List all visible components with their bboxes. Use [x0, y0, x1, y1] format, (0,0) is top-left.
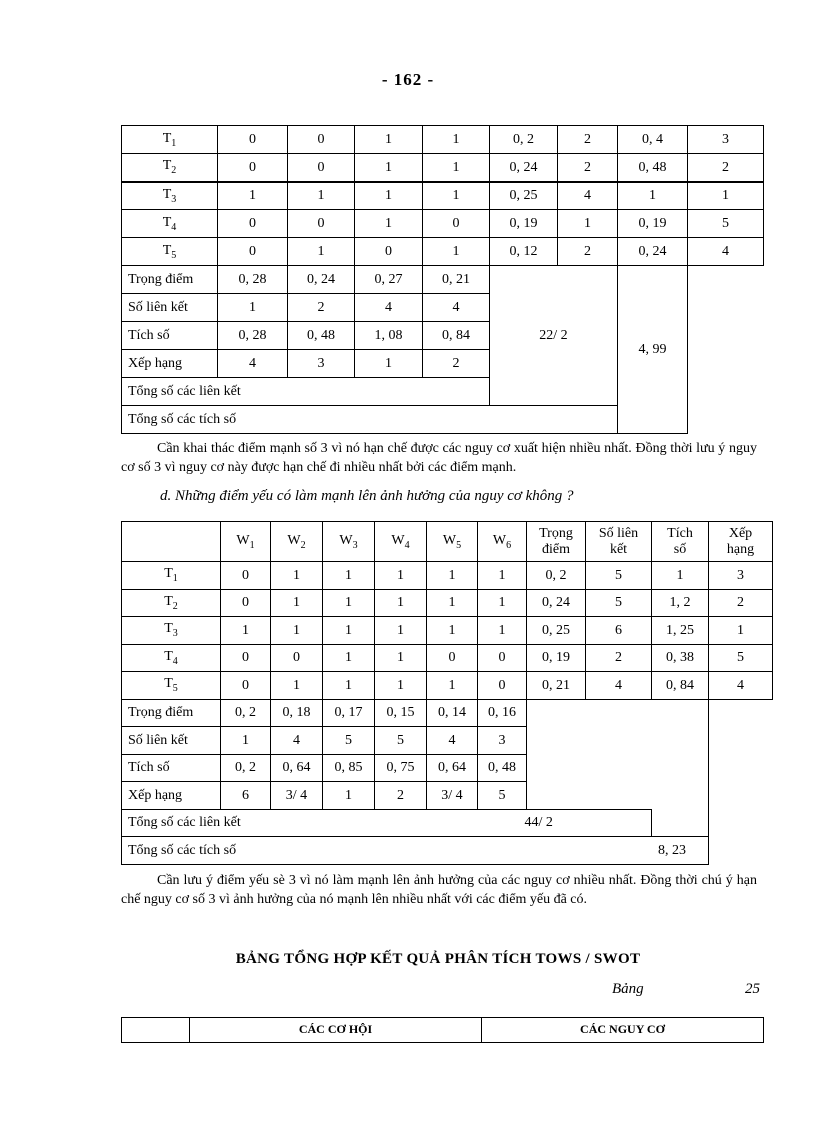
row-label-letter: T: [162, 158, 172, 174]
table-cell: 1: [709, 617, 773, 645]
table-cell: 1: [652, 562, 709, 590]
row-label-subscript: 5: [172, 683, 178, 695]
summary-label-cell: Tích số: [122, 754, 221, 782]
table-cell: 0: [221, 589, 271, 617]
table-cell: 1: [323, 782, 375, 810]
weakness-subscript: 2: [300, 539, 306, 551]
threat-row: [122, 154, 764, 182]
table-cell: 2: [375, 782, 427, 810]
table-cell: 0, 48: [478, 754, 527, 782]
table-cell: 6: [586, 617, 652, 645]
threat-row: [122, 210, 764, 238]
table-cell: 0: [218, 126, 288, 154]
weakness-header-cell: [375, 522, 427, 562]
table-cell: 1: [218, 182, 288, 210]
table-cell: 0, 25: [490, 182, 558, 210]
table-cell: 1: [423, 182, 490, 210]
table-cell: 0, 25: [527, 617, 586, 645]
links-header: [586, 522, 652, 562]
table-cell: 0, 2: [490, 126, 558, 154]
blank-cell: [709, 699, 773, 864]
table-cell: 5: [688, 210, 764, 238]
table-cell: 0, 21: [423, 266, 490, 294]
threat-row: [122, 644, 773, 672]
table-cell: 0, 38: [652, 644, 709, 672]
row-label-letter: T: [164, 566, 173, 582]
product-header-line1: Tích: [667, 526, 693, 542]
links-header-line1: Số liên: [598, 526, 639, 542]
table-cell: 0: [288, 126, 355, 154]
table-cell: 1: [427, 672, 478, 700]
table-cell: 1: [423, 154, 490, 182]
table-cell: 1, 25: [652, 617, 709, 645]
row-label-letter: T: [164, 648, 173, 664]
table-caption: [612, 981, 760, 998]
table-cell: 1: [427, 617, 478, 645]
table-cell: 1: [323, 562, 375, 590]
table-cell: 6: [221, 782, 271, 810]
table-cell: 1: [355, 182, 423, 210]
weakness-letter: W: [236, 532, 250, 548]
table-cell: 0: [221, 644, 271, 672]
tows-header-row: [122, 1018, 764, 1043]
table-cell: 0, 16: [478, 699, 527, 727]
paragraph-strengths-conclusion: Cần khai thác điểm mạnh số 3 vì nó hạn chế được các nguy cơ xuất hiện nhiều nhất. Đồng thời lưu ý nguy cơ số 3 vì nguy cơ này được hạn chế đi nhiều nhất bởi các điểm mạnh.: [121, 441, 757, 475]
threat-label-cell: [122, 617, 221, 645]
threat-label-cell: [122, 644, 221, 672]
table-cell: 0: [218, 210, 288, 238]
threat-row: [122, 589, 773, 617]
table-cell: 1: [688, 182, 764, 210]
total-products-value-cell: 8, 23: [427, 837, 709, 865]
table-cell: 1: [375, 672, 427, 700]
table-cell: 0, 14: [427, 699, 478, 727]
row-label-letter: T: [162, 130, 172, 146]
table-cell: 0, 2: [221, 699, 271, 727]
links-header-line2: kết: [609, 541, 628, 557]
table-cell: 1: [271, 562, 323, 590]
threats-strengths-table: [121, 125, 764, 434]
page-number: - 162 -: [381, 70, 435, 89]
table-cell: 0: [221, 672, 271, 700]
total-links-value-cell: 22/ 2: [490, 266, 618, 406]
row-label-letter: T: [164, 593, 173, 609]
table-cell: 2: [288, 294, 355, 322]
table-cell: 4: [271, 727, 323, 755]
table-cell: 3: [288, 350, 355, 378]
weakness-letter: W: [287, 532, 301, 548]
row-label-subscript: 1: [171, 137, 177, 149]
table-cell: 4: [427, 727, 478, 755]
threat-label-cell: [122, 210, 218, 238]
table-cell: 0, 48: [288, 322, 355, 350]
row-label-subscript: 3: [171, 193, 177, 205]
summary-row: [122, 266, 764, 294]
summary-label-cell: Số liên kết: [122, 294, 218, 322]
weight-header: [527, 522, 586, 562]
table-cell: 0, 27: [355, 266, 423, 294]
table-cell: 0, 28: [218, 266, 288, 294]
threat-label-cell: [122, 154, 218, 182]
table-cell: 2: [558, 238, 618, 266]
table-cell: 1: [423, 126, 490, 154]
table-cell: 0, 75: [375, 754, 427, 782]
product-header: [652, 522, 709, 562]
table-cell: 4: [558, 182, 618, 210]
table-cell: 1, 2: [652, 589, 709, 617]
tows-threats-header: CÁC NGUY CƠ: [482, 1018, 764, 1043]
row-label-subscript: 2: [172, 600, 178, 612]
threat-label-cell: [122, 126, 218, 154]
header-row: [122, 522, 773, 562]
threat-row: [122, 126, 764, 154]
table-cell: 0, 48: [618, 154, 688, 182]
table-cell: 1: [271, 617, 323, 645]
summary-label-cell: Số liên kết: [122, 727, 221, 755]
row-label-letter: T: [164, 676, 173, 692]
table-cell: 5: [478, 782, 527, 810]
row-label-subscript: 2: [171, 165, 177, 177]
table-cell: 3: [709, 562, 773, 590]
weakness-header-cell: [427, 522, 478, 562]
table-cell: 0: [218, 154, 288, 182]
table-cell: 1: [375, 644, 427, 672]
table-cell: 4: [688, 238, 764, 266]
table-caption-word: Bảng: [612, 981, 644, 997]
weakness-subscript: 6: [506, 539, 512, 551]
table-cell: 0: [478, 672, 527, 700]
table-cell: 1: [271, 589, 323, 617]
table-cell: 1: [478, 589, 527, 617]
table-cell: 0, 18: [271, 699, 323, 727]
table-cell: 0: [288, 210, 355, 238]
row-label-letter: T: [162, 242, 172, 258]
table-cell: 1: [427, 562, 478, 590]
table-cell: 0: [427, 644, 478, 672]
table-cell: 5: [323, 727, 375, 755]
table-cell: 1: [288, 238, 355, 266]
row-label-subscript: 4: [171, 221, 177, 233]
table-cell: 1: [478, 617, 527, 645]
table-cell: 1: [323, 672, 375, 700]
table-cell: 0, 24: [490, 154, 558, 182]
tows-opportunities-header: CÁC CƠ HỘI: [190, 1018, 482, 1043]
table-cell: 0: [355, 238, 423, 266]
weakness-letter: W: [442, 532, 457, 548]
table-cell: 0: [271, 644, 323, 672]
table-cell: 0, 19: [618, 210, 688, 238]
table-cell: 2: [688, 154, 764, 182]
rank-header-line1: Xếp: [728, 526, 753, 542]
summary-label-cell: Tích số: [122, 322, 218, 350]
tows-corner-cell: [122, 1018, 190, 1043]
rank-header: [709, 522, 773, 562]
threat-row: [122, 182, 764, 210]
threat-row: [122, 672, 773, 700]
table-cell: 0: [478, 644, 527, 672]
total-products-label: Tổng số các tích số: [122, 406, 618, 434]
table-cell: 2: [423, 350, 490, 378]
table-cell: 4: [355, 294, 423, 322]
weakness-letter: W: [339, 532, 353, 548]
row-label-subscript: 4: [172, 655, 178, 667]
blank-cell: [688, 266, 764, 434]
weight-header-line1: Trọng: [539, 526, 573, 542]
table-cell: 0: [221, 562, 271, 590]
table-cell: 1: [375, 589, 427, 617]
table-cell: 4: [423, 294, 490, 322]
table-cell: 1: [558, 210, 618, 238]
row-label-letter: T: [162, 214, 172, 230]
weakness-header-cell: [221, 522, 271, 562]
table-cell: 0, 84: [652, 672, 709, 700]
row-label-subscript: 3: [172, 628, 178, 640]
table-cell: 2: [558, 126, 618, 154]
total-links-value-cell: 44/ 2: [427, 809, 652, 837]
threat-row: [122, 562, 773, 590]
table-cell: 1: [423, 238, 490, 266]
table-cell: 0, 64: [271, 754, 323, 782]
table-cell: 3/ 4: [427, 782, 478, 810]
table-caption-number: 25: [745, 981, 760, 997]
table-cell: 0, 2: [221, 754, 271, 782]
table-cell: 4: [586, 672, 652, 700]
summary-label-cell: Xếp hạng: [122, 782, 221, 810]
weakness-header-cell: [323, 522, 375, 562]
threat-label-cell: [122, 182, 218, 210]
row-label-letter: T: [162, 186, 172, 202]
weakness-header-cell: [271, 522, 323, 562]
weakness-subscript: 5: [456, 539, 462, 551]
table-cell: 1: [271, 672, 323, 700]
blank-cell: [527, 699, 652, 809]
table-cell: 2: [586, 644, 652, 672]
product-header-line2: số: [673, 541, 687, 557]
rank-header-line2: hạng: [726, 541, 755, 557]
weakness-subscript: 4: [404, 539, 410, 551]
table-cell: 1: [355, 350, 423, 378]
tows-summary-table: [121, 1017, 764, 1043]
table-cell: 3: [478, 727, 527, 755]
paragraph-weaknesses-conclusion: Cần lưu ý điểm yếu sè 3 vì nó làm mạnh lên ảnh hưởng của các nguy cơ nhiều nhất. Đồng thời chú ý hạn chế nguy cơ số 3 vì ảnh hưởng của nó mạnh lên nhiều nhất với các điểm yếu đã có.: [121, 873, 757, 907]
weight-header-line2: điểm: [542, 541, 570, 557]
row-label-letter: T: [164, 621, 173, 637]
corner-cell: [122, 522, 221, 562]
table-cell: 5: [375, 727, 427, 755]
table-cell: 0: [423, 210, 490, 238]
table-cell: 4: [218, 350, 288, 378]
summary-label-cell: Trọng điểm: [122, 699, 221, 727]
table-cell: 1: [375, 562, 427, 590]
weakness-subscript: 3: [352, 539, 358, 551]
threat-label-cell: [122, 562, 221, 590]
table-cell: 0, 17: [323, 699, 375, 727]
weakness-subscript: 1: [249, 539, 255, 551]
table-cell: 0, 24: [288, 266, 355, 294]
table-cell: 3/ 4: [271, 782, 323, 810]
table-cell: 1, 08: [355, 322, 423, 350]
table-cell: 1: [355, 126, 423, 154]
table-cell: 4: [709, 672, 773, 700]
table-cell: 0, 21: [527, 672, 586, 700]
table-cell: 1: [478, 562, 527, 590]
threat-row: [122, 617, 773, 645]
threat-row: [122, 238, 764, 266]
table-cell: 0: [288, 154, 355, 182]
table-cell: 0, 15: [375, 699, 427, 727]
table-cell: 0, 28: [218, 322, 288, 350]
table-cell: 0, 2: [527, 562, 586, 590]
threat-label-cell: [122, 672, 221, 700]
table-cell: 0, 64: [427, 754, 478, 782]
table-cell: 3: [688, 126, 764, 154]
total-products-value-cell: 4, 99: [618, 266, 688, 434]
table-cell: 0, 24: [527, 589, 586, 617]
table-cell: 5: [709, 644, 773, 672]
table-cell: 1: [375, 617, 427, 645]
total-links-label: Tổng số các liên kết: [122, 809, 427, 837]
table-cell: 0: [218, 238, 288, 266]
table-cell: 0, 84: [423, 322, 490, 350]
total-links-label: Tổng số các liên kết: [122, 378, 490, 406]
table-cell: 1: [618, 182, 688, 210]
table-cell: 0, 19: [490, 210, 558, 238]
weakness-letter: W: [391, 532, 405, 548]
row-label-subscript: 5: [171, 249, 177, 261]
table-cell: 0, 24: [618, 238, 688, 266]
summary-label-cell: Xếp hạng: [122, 350, 218, 378]
threat-label-cell: [122, 589, 221, 617]
table-cell: 2: [709, 589, 773, 617]
table-cell: 1: [323, 644, 375, 672]
table-cell: 1: [221, 617, 271, 645]
weakness-letter: W: [492, 532, 507, 548]
table-cell: 1: [355, 210, 423, 238]
table-cell: 0, 85: [323, 754, 375, 782]
table-cell: 5: [586, 562, 652, 590]
table-cell: 1: [355, 154, 423, 182]
section-heading-d: d. Những điểm yếu có làm mạnh lên ảnh hưởng của nguy cơ không ?: [160, 488, 574, 504]
summary-label-cell: Trọng điểm: [122, 266, 218, 294]
table-cell: 1: [288, 182, 355, 210]
table-cell: 5: [586, 589, 652, 617]
table-cell: 0, 4: [618, 126, 688, 154]
tows-summary-title: BẢNG TỔNG HỢP KẾT QUẢ PHÂN TÍCH TOWS / SWOT: [235, 951, 641, 967]
table-cell: 0, 12: [490, 238, 558, 266]
table-cell: 1: [221, 727, 271, 755]
threat-label-cell: [122, 238, 218, 266]
blank-cell: [652, 699, 709, 837]
summary-row: [122, 699, 773, 727]
weakness-header-cell: [478, 522, 527, 562]
total-products-label: Tổng số các tích số: [122, 837, 427, 865]
row-label-subscript: 1: [172, 573, 178, 585]
table-cell: 1: [218, 294, 288, 322]
table-cell: 2: [558, 154, 618, 182]
table-cell: 0, 19: [527, 644, 586, 672]
table-cell: 1: [427, 589, 478, 617]
total-products-row: [122, 837, 773, 865]
table-cell: 1: [323, 617, 375, 645]
threats-weaknesses-table: [121, 521, 773, 865]
table-cell: 1: [323, 589, 375, 617]
